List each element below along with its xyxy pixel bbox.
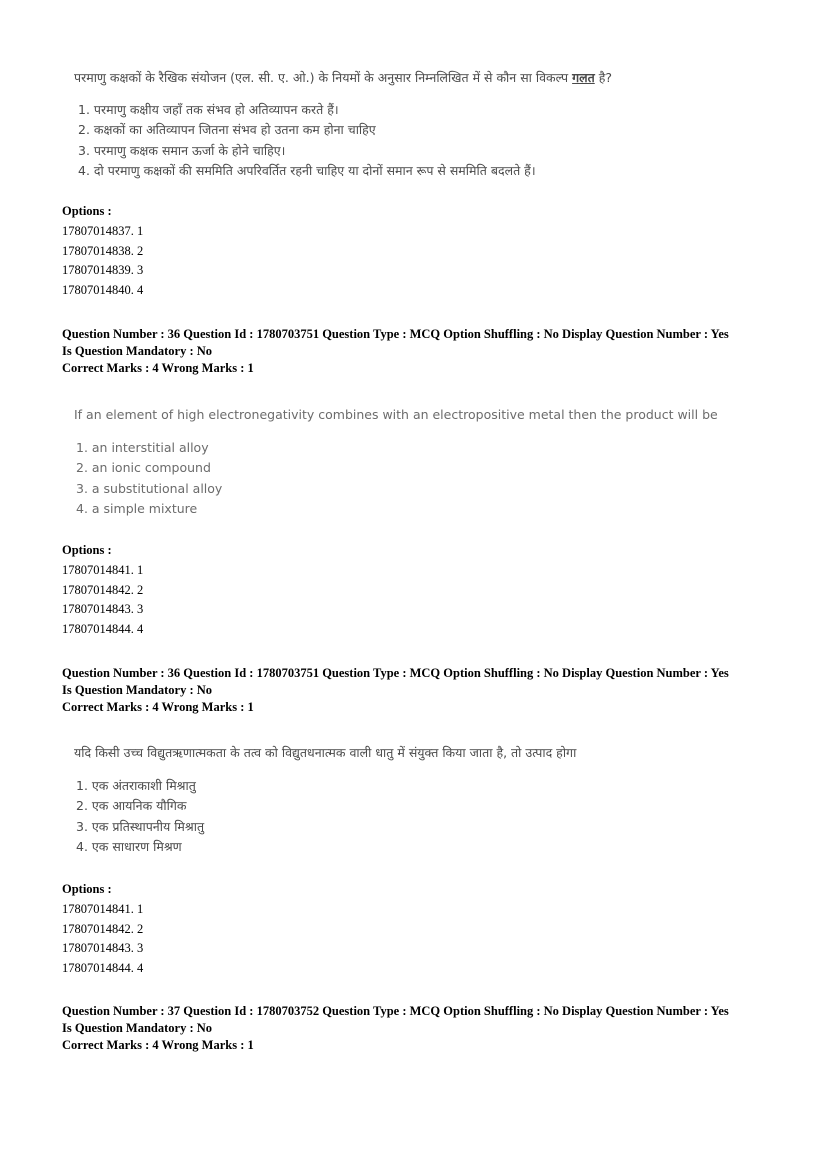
question-item: 1. परमाणु कक्षीय जहाँ तक संभव हो अतिव्यापन करते हैं। [78,101,339,117]
option-item: 17807014838. 2 [62,243,144,258]
question-meta-line: Correct Marks : 4 Wrong Marks : 1 [62,700,254,714]
question-meta-line: Question Number : 36 Question Id : 1780703751 Question Type : MCQ Option Shuffling : No Display Question Number : Yes [62,666,729,680]
option-item: 17807014844. 4 [62,960,144,975]
question-meta-line: Correct Marks : 4 Wrong Marks : 1 [62,1038,254,1052]
question-item: 1. एक अंतराकाशी मिश्रातु [76,777,196,793]
question-stem: परमाणु कक्षकों के रैखिक संयोजन (एल. सी. ए. ओ.) के नियमों के अनुसार निम्नलिखित में से कौन सा विकल्प गलत है? [74,70,613,85]
question-item: 2. एक आयनिक यौगिक [76,798,187,813]
option-item: 17807014841. 1 [62,902,144,916]
question-item: 2. an ionic compound [76,460,211,475]
option-item: 17807014839. 3 [62,263,144,277]
question-item: 4. दो परमाणु कक्षकों की सममिति अपरिवर्तित रहनी चाहिए या दोनों समान रूप से सममिति बदलते हैं। [78,163,536,178]
question-item: 2. कक्षकों का अतिव्यापन जितना संभव हो उतना कम होना चाहिए [78,122,376,137]
question-meta [62,1003,729,1054]
question-item: 3. परमाणु कक्षक समान ऊर्जा के होने चाहिए। [78,142,286,158]
option-item: 17807014840. 4 [62,282,144,297]
question-image-lcao [74,68,774,182]
option-item: 17807014843. 3 [62,602,144,616]
question-meta [62,665,729,716]
question-meta-line: Question Number : 36 Question Id : 1780703751 Question Type : MCQ Option Shuffling : No Display Question Number : Yes [62,327,729,341]
question-image-electronegativity-hindi [74,743,774,858]
options-list [62,900,143,978]
question-meta-line: Is Question Mandatory : No [62,682,213,697]
question-meta-line: Correct Marks : 4 Wrong Marks : 1 [62,361,254,375]
option-item: 17807014841. 1 [62,563,144,577]
question-stem: If an element of high electronegativity combines with an electropositive metal then the product will be [74,407,718,422]
question-item: 1. an interstitial alloy [76,439,209,455]
options-list [62,222,143,300]
option-item: 17807014837. 1 [62,224,144,238]
option-item: 17807014842. 2 [62,921,144,936]
question-item: 4. a simple mixture [76,501,198,516]
option-item: 17807014842. 2 [62,582,144,597]
question-item: 4. एक साधारण मिश्रण [76,839,182,854]
question-item: 3. a substitutional alloy [76,480,223,496]
question-meta-line: Question Number : 37 Question Id : 1780703752 Question Type : MCQ Option Shuffling : No Display Question Number : Yes [62,1004,729,1018]
options-label: Options : [62,543,112,557]
options-list [62,561,143,639]
stem-emphasis: गलत [572,70,595,85]
question-meta-line: Is Question Mandatory : No [62,343,213,358]
question-meta-line: Is Question Mandatory : No [62,1020,213,1035]
question-stem: यदि किसी उच्च विद्युतऋणात्मकता के तत्व को विद्युतधनात्मक वाली धातु में संयुक्त किया जाता है, तो उत्पाद होगा [74,745,577,760]
options-label: Options : [62,204,112,218]
options-label: Options : [62,882,112,896]
option-item: 17807014844. 4 [62,621,144,636]
option-item: 17807014843. 3 [62,941,144,955]
question-item: 3. एक प्रतिस्थापनीय मिश्रातु [76,818,205,834]
question-meta [62,326,729,377]
question-image-electronegativity [74,405,774,520]
